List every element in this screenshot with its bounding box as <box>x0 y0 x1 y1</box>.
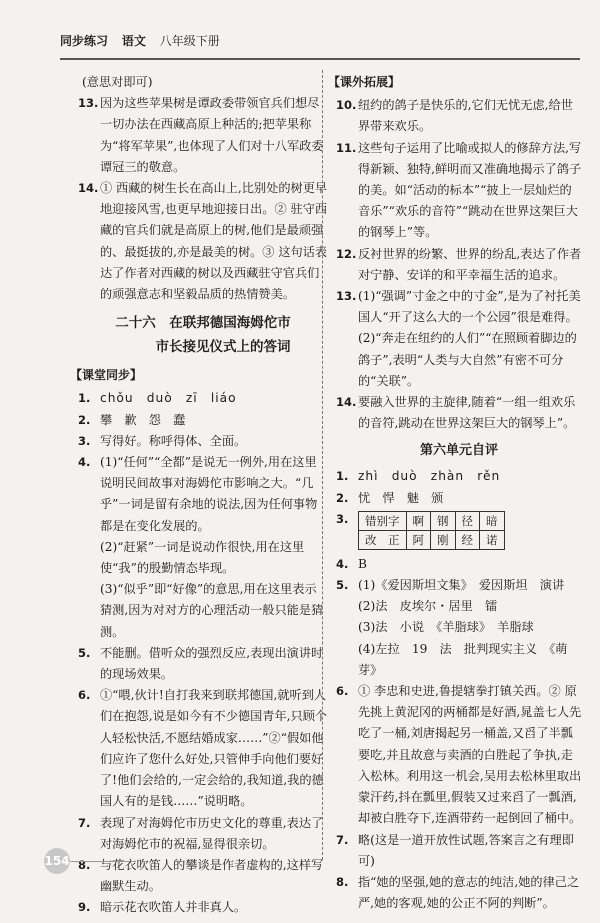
lesson-title-line2: 市长接见仪式上的答词 <box>155 339 291 356</box>
answer-text: 忧 悍 魅 颁 <box>358 490 444 505</box>
answer-text: ① 李忠和史进,鲁提辖拳打镇关西。② 原先挑上黄泥冈的两桶都是好酒,晁盖七人先吃了一桶,刘唐揭起另一桶盖,又舀了半瓢要吃,并且故意与卖酒的白胜起了争执,走入松林。利用这一机会,吴用去松林里取出蒙汗药,抖在瓢里,假装又过来舀了一瓢酒,却被白胜夺下,连酒带药一起倒回了桶中。 <box>358 684 582 826</box>
unit-answer-5 <box>336 575 582 596</box>
answer-number: 6. <box>78 688 91 703</box>
answer-11 <box>336 138 582 244</box>
answer-text: (1)《爱因斯坦文集》 爱因斯坦 演讲 <box>358 578 565 593</box>
answer-number: 4. <box>336 556 349 571</box>
answer-number: 6. <box>336 684 349 699</box>
answer-4-part3: (3)“似乎”即“好像”的意思,用在这里表示猜测,因为对对方的心理活动一般只能是猜测。 <box>100 582 324 639</box>
answer-13 <box>78 93 328 178</box>
answer-number: 8. <box>336 874 349 889</box>
answer-text: 要融入世界的主旋律,随着“一组一组欢乐的音符,跳动在世界这架巨大的钢琴上”。 <box>358 395 576 431</box>
table-cell: 阿 <box>406 530 431 549</box>
answer-4 <box>78 452 328 537</box>
unit-answer-2 <box>336 488 582 509</box>
answer-text: 表现了对海姆佗市历史文化的尊重,表达了对海姆佗市的祝福,显得很亲切。 <box>100 815 324 851</box>
answer-number: 7. <box>78 815 91 830</box>
answer-text: zhì duò zhàn rěn <box>358 469 501 484</box>
answer-5 <box>78 643 328 685</box>
intro-note: (意思对即可) <box>82 75 153 89</box>
table-cell: 错别字 <box>359 511 407 530</box>
lesson-title-line1: 二十六 在联邦德国海姆佗市 <box>115 315 291 332</box>
answer-14 <box>78 178 328 305</box>
answer-number: 7. <box>336 832 349 847</box>
answer-6 <box>78 685 328 812</box>
table-cell: 径 <box>455 511 480 530</box>
answer-number: 1. <box>78 391 91 406</box>
table-cell: 诺 <box>480 530 505 549</box>
table-cell: 改 正 <box>359 530 407 549</box>
answer-text: 暗示花衣吹笛人并非真人。 <box>100 900 247 915</box>
answer-13 <box>336 286 582 328</box>
answer-text: ① 西藏的树生长在高山上,比别处的树更早地迎接风雪,也更早地迎接日出。② 驻守西藏的官兵们就是高原上的树,他们是最顽强的、最挺拔的,亦是最美的树。③ 这句话表达了作者对西藏的树以及西藏驻守官兵们的顽强意志和坚毅品质的热情赞美。 <box>100 181 328 302</box>
table-cell: 刚 <box>431 530 456 549</box>
table-cell: 啊 <box>406 511 431 530</box>
answer-number: 2. <box>78 412 91 427</box>
answer-number: 9. <box>78 900 91 915</box>
answer-text: 略(这是一道开放性试题,答案言之有理即可) <box>358 832 574 868</box>
answer-text: 反衬世界的纷繁、世界的纷乱,表达了作者对宁静、安详的和平幸福生活的追求。 <box>358 246 582 282</box>
answer-number: 4. <box>78 455 91 470</box>
answer-text: 因为这些苹果树是谭政委带领官兵们想尽一切办法在西藏高原上种活的;把苹果称为“将军苹果”,也体现了人们对十八军政委谭冠三的敬意。 <box>100 96 324 174</box>
unit-answer-6 <box>336 681 582 829</box>
answer-text: (1)“强调”寸金之中的寸金”,是为了衬托美国人“开了这么大的一个公园”很是难得。 <box>358 289 581 325</box>
answer-number: 13. <box>78 96 99 111</box>
answer-number: 2. <box>336 490 349 505</box>
answer-text: 与花衣吹笛人的攀谈是作者虚构的,这样写幽默生动。 <box>100 857 324 894</box>
unit-answer-8 <box>336 872 582 914</box>
answer-number: 3. <box>336 511 349 526</box>
answer-2 <box>78 410 328 431</box>
lesson-title <box>78 311 328 359</box>
unit-answer-7 <box>336 830 582 872</box>
unit-answer-4 <box>336 554 582 575</box>
section-label-classroom: 【课堂同步】 <box>70 368 143 383</box>
section-label-extension: 【课外拓展】 <box>328 75 401 89</box>
answer-number: 14. <box>78 181 99 196</box>
unit-answer-5-line: (2)法 皮埃尔・居里 镭 <box>358 599 498 614</box>
answer-number: 5. <box>78 645 91 660</box>
answer-number: 14. <box>336 395 357 410</box>
answer-text: 纽约的鸽子是快乐的,它们无忧无虑,给世界带来欢乐。 <box>358 98 573 134</box>
answer-number: 13. <box>336 289 357 304</box>
table-row <box>359 511 505 530</box>
header-rule <box>60 58 580 60</box>
table-cell: 暗 <box>480 511 505 530</box>
answer-number: 8. <box>78 857 91 872</box>
unit-answer-1 <box>336 466 582 487</box>
answer-1 <box>78 388 328 409</box>
answer-number: 12. <box>336 246 357 261</box>
answer-text: 不能删。借听众的强烈反应,表现出演讲时的现场效果。 <box>100 645 324 682</box>
answer-number: 10. <box>336 98 357 113</box>
answer-number: 11. <box>336 140 357 155</box>
answer-number: 3. <box>78 433 91 448</box>
answer-text: 攀 歉 怨 蠢 <box>100 412 186 427</box>
answer-text: 写得好。称呼得体、全面。 <box>100 433 247 448</box>
answer-7 <box>78 813 328 855</box>
answer-text: chǒu duò zī liáo <box>100 391 237 406</box>
answer-13-part2: (2)“奔走在纽约的人们”“在照顾着脚边的鸽子”,表明“人类与大自然”有密不可分的“关联”。 <box>358 331 577 388</box>
answer-text: (1)“任何”“全都”是说无一例外,用在这里说明民间故事对海姆佗市影响之大。“几乎”一词是留有余地的说法,因为任何事物都是在变化发展的。 <box>100 455 318 533</box>
answer-text: B <box>358 556 367 571</box>
answer-4-part2: (2)“赶紧”一词是说动作很快,用在这里使“我”的殷勤情态毕现。 <box>100 539 305 576</box>
correction-table <box>358 511 505 550</box>
answer-number: 5. <box>336 578 349 593</box>
table-cell: 钢 <box>431 511 456 530</box>
book-title: 同步练习 <box>60 34 109 48</box>
table-row <box>359 530 505 549</box>
unit-answer-5-line: (3)法 小说 《羊脂球》 羊脂球 <box>358 620 534 635</box>
page-header <box>60 32 580 58</box>
answer-text: 这些句子运用了比喻或拟人的修辞方法,写得新颖、独特,鲜明而又准确地揭示了鸽子的美。如“活动的标本”“披上一层灿烂的音乐”“欢乐的音符”“跳动在世界这架巨大的钢琴上”等。 <box>358 140 582 240</box>
grade-label: 八年级下册 <box>159 34 220 48</box>
subject-label: 语文 <box>121 34 146 48</box>
left-column <box>70 72 328 919</box>
answer-12 <box>336 244 582 286</box>
answer-9 <box>78 897 328 918</box>
unit-title: 第六单元自评 <box>419 443 498 459</box>
table-cell: 经 <box>455 530 480 549</box>
unit-answer-5-line: (4)左拉 19 法 批判现实主义 《萌芽》 <box>358 641 568 677</box>
answer-3 <box>78 431 328 452</box>
column-divider <box>322 70 323 860</box>
answer-14 <box>336 392 582 434</box>
page-number: 154 <box>44 848 70 874</box>
answer-number: 1. <box>336 469 349 484</box>
right-column <box>328 72 582 914</box>
footer-rule <box>70 861 130 862</box>
answer-text: 指“她的坚强,她的意志的纯洁,她的律己之严,她的客观,她的公正不阿的判断”。 <box>358 874 580 911</box>
answer-text: ①“喂,伙计!自打我来到联邦德国,就听到人们在抱怨,说是如今有不少德国青年,只顾个人轻松快活,不愿结婚成家……”②“假如他们应许了您什么好处,只管伸手向他们要好了!他们会给的,一定会给的,我知道,我的德国人有的是钱……”说明略。 <box>100 688 328 809</box>
answer-10 <box>336 95 582 137</box>
